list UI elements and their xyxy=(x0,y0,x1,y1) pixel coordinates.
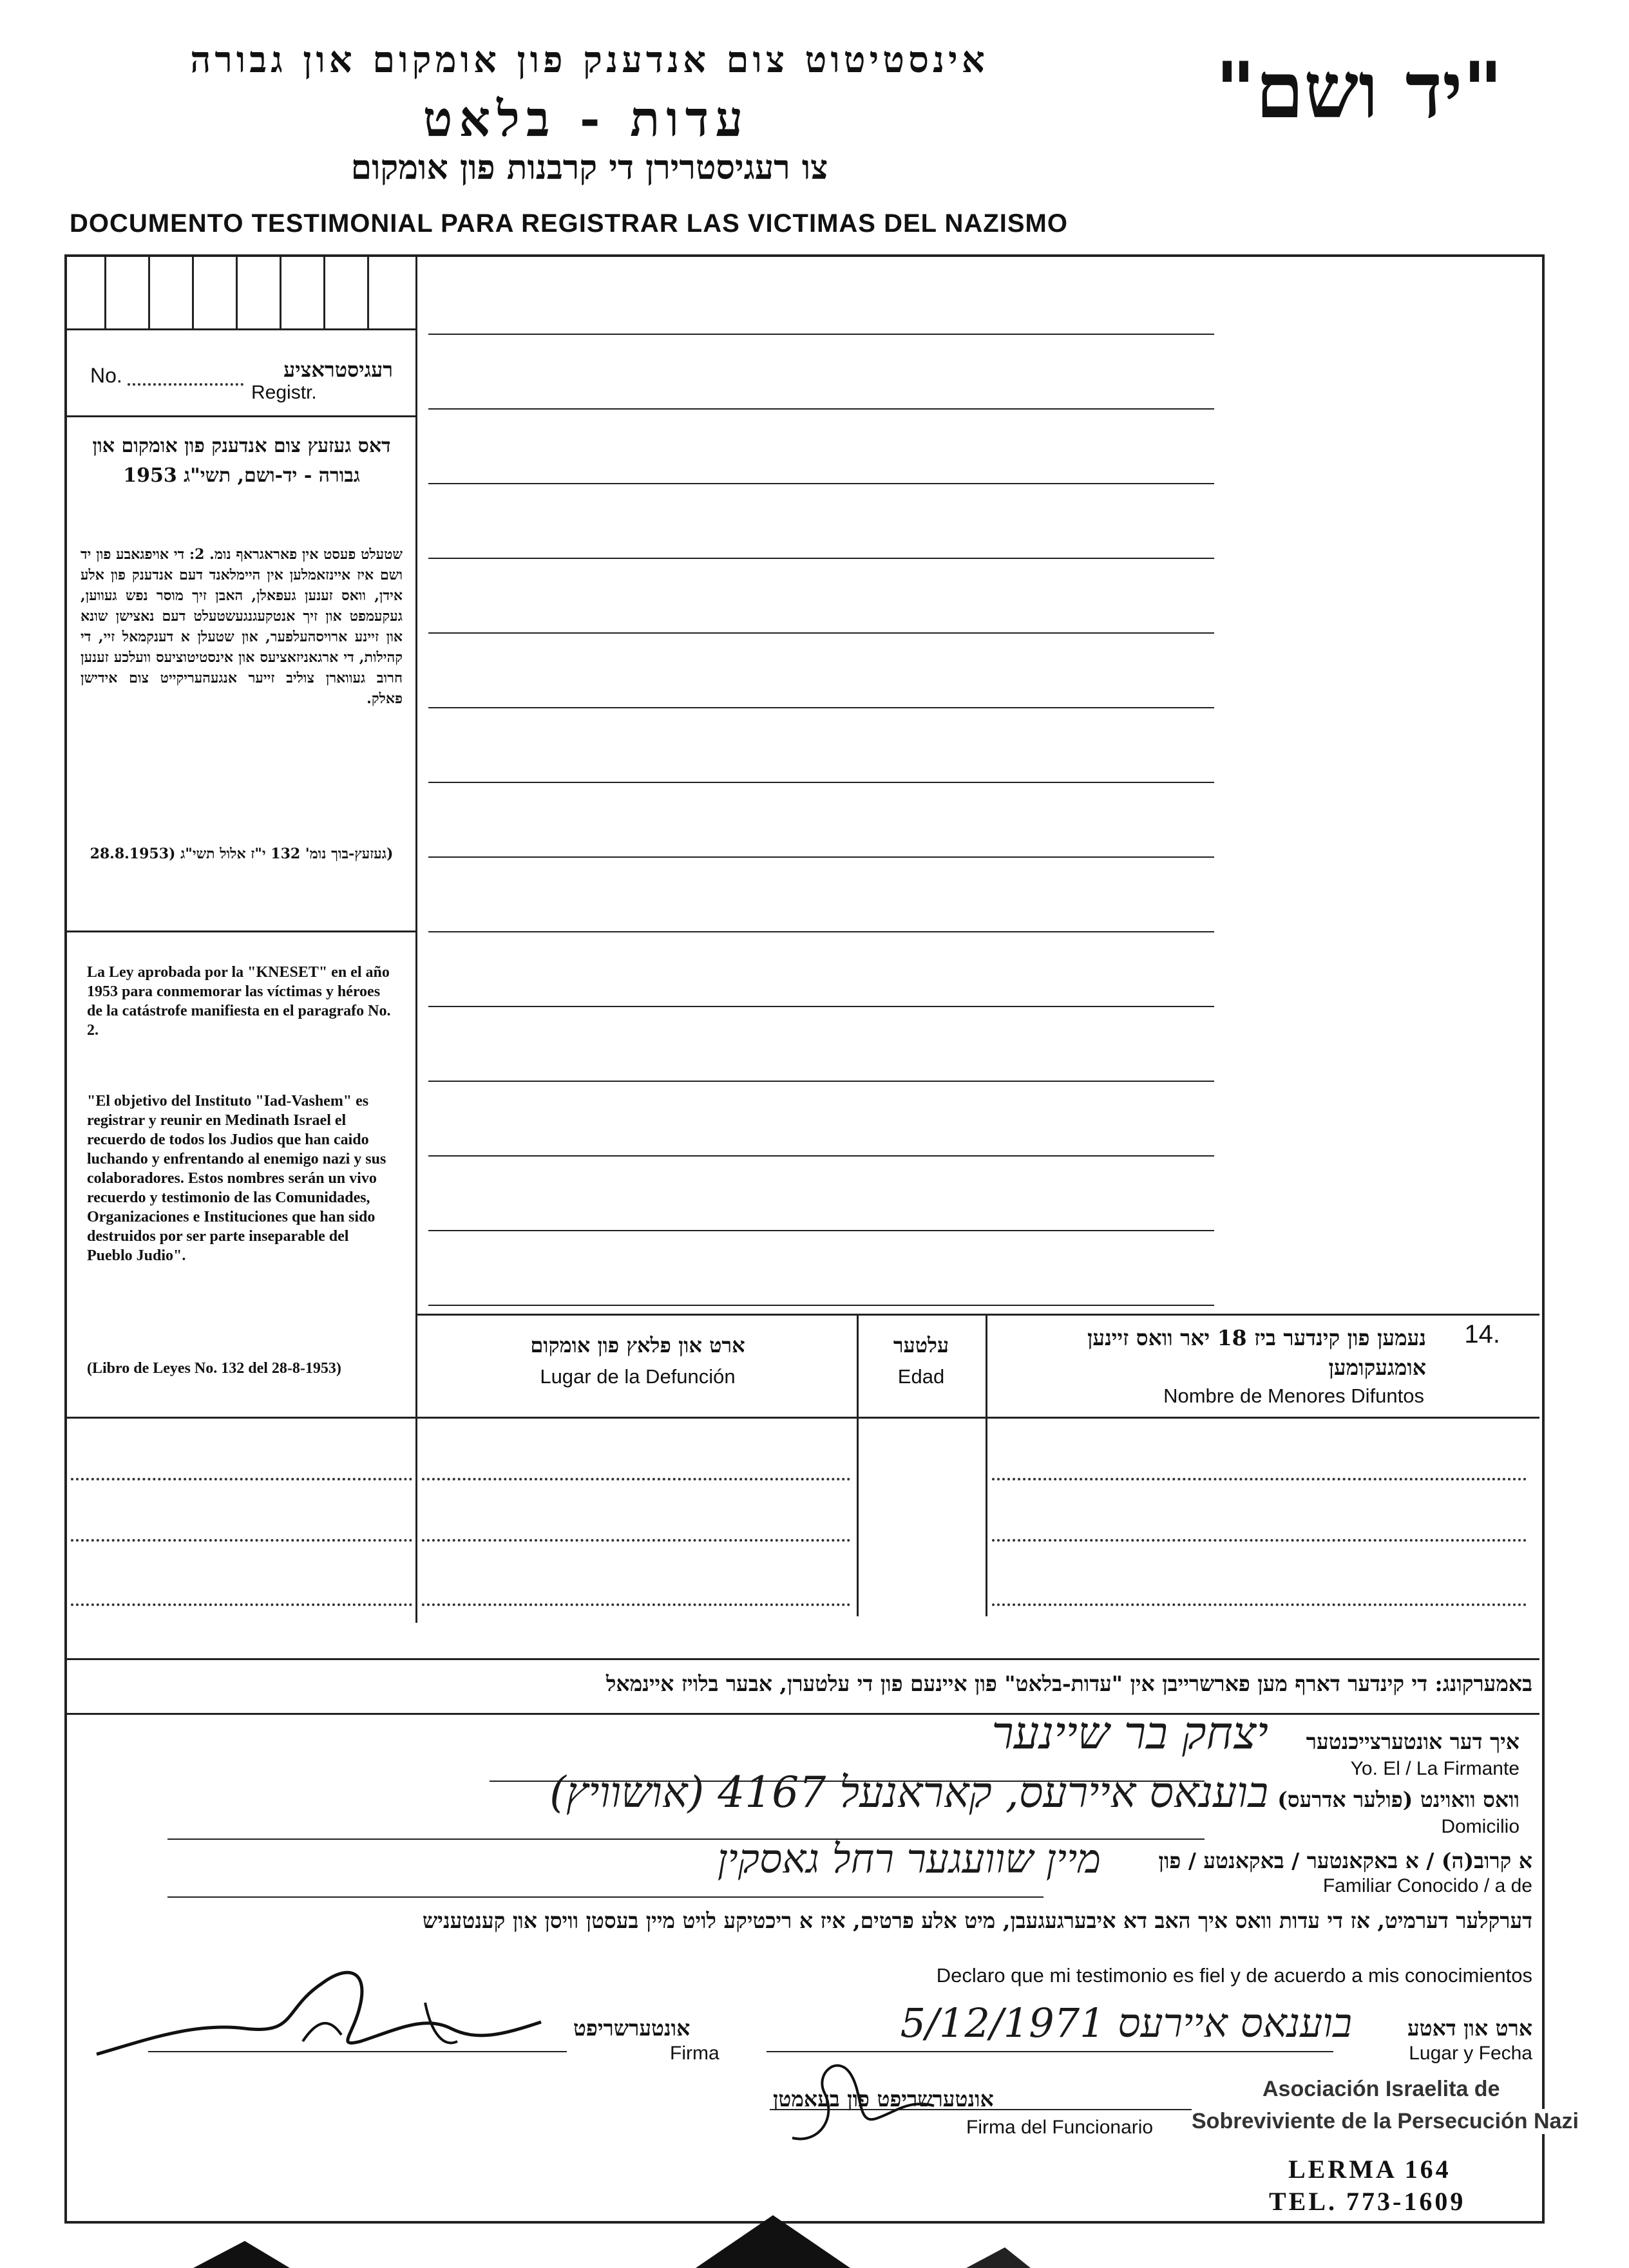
relative-value[interactable]: מיין שוועגער רחל גאסקין xyxy=(717,1835,1101,1882)
registration-no-field[interactable] xyxy=(128,383,243,386)
field-14-number: 14. xyxy=(1464,1320,1500,1348)
stamp-line-1: Asociación Israelita de xyxy=(1262,2077,1500,2101)
declaration-heb: דערקלער דערמיט, אז די עדות וואס איך האב דא איבערגעגעבן, מיט אלע פרטים, איז א ריכטיקע לויט מיין בעסטן וויסן און קענטעניש xyxy=(422,1908,1532,1933)
children-col2-heb: עלטער xyxy=(893,1333,949,1357)
relative-heb-label: א קרוב(ה) / א באקאנטער / באקאנטע / פון xyxy=(1158,1848,1532,1873)
children-col3-heb: ארט און פלאץ פון אומקום xyxy=(530,1333,745,1357)
domicile-value[interactable]: בוענאס איירעס, קאראנעל 4167 (אושוויץ) xyxy=(549,1768,1268,1817)
header-subtitle: צו רעגיסטרירן די קרבנות פון אומקום xyxy=(350,148,828,187)
remark-top-line xyxy=(64,1658,1539,1660)
field-underline xyxy=(428,856,1214,858)
table-row[interactable] xyxy=(992,1603,1527,1606)
table-row[interactable] xyxy=(992,1539,1527,1542)
signature-heb-label: אונטערשריפט xyxy=(573,2016,691,2041)
signer-sp-label: Yo. El / La Firmante xyxy=(1350,1758,1519,1779)
children-col3-sp: Lugar de la Defunción xyxy=(540,1365,736,1388)
signer-heb-label: איך דער אונטערצייכנטער xyxy=(1306,1729,1519,1754)
law-sp-2: "El objetivo del Instituto "Iad-Vashem" es registrar y reunir en Medinath Israel el recuerdo de todos los Judios que han caido luchando y enfrentando al enemigo nazi y sus colaboradores. Estos nombres serán un vivo recuerdo y testimonio de las Comunidades, Organizaciones e Instituciones que han sido destruidos por ser parte inseparable del Pueblo Judio". xyxy=(87,1093,386,1264)
field-underline xyxy=(428,558,1214,559)
signature-scribble xyxy=(90,1945,554,2074)
remark-text: באמערקונג: די קינדער דארף מען פארשרייבן אין "עדות-בלאט" פון איינעם פון די עלטערן, אבער בלויז איינמאל xyxy=(605,1671,1532,1696)
field-underline xyxy=(428,483,1214,484)
table-col-divider-1 xyxy=(986,1314,987,1616)
place-date-heb-label: ארט און דאטע xyxy=(1407,2016,1532,2041)
official-signature-scribble xyxy=(779,2041,947,2151)
table-col-divider-2 xyxy=(857,1314,859,1616)
stamp-line-3: LERMA 164 xyxy=(1288,2155,1451,2184)
declaration-sp: Declaro que mi testimonio es fiel y de acuerdo a mis conocimientos xyxy=(936,1964,1532,1987)
place-date-sp-label: Lugar y Fecha xyxy=(1409,2043,1532,2064)
table-row[interactable] xyxy=(422,1603,850,1606)
header-institute: אינסטיטוט צום אנדענק פון אומקום און גבורה xyxy=(190,39,989,81)
domicile-sp-label: Domicilio xyxy=(1441,1816,1519,1837)
table-row[interactable] xyxy=(422,1478,850,1480)
signer-name-value[interactable]: יצחק בר שיינער xyxy=(991,1706,1268,1759)
official-sp-label: Firma del Funcionario xyxy=(966,2117,1154,2138)
stamp-line-4: TEL. 773-1609 xyxy=(1269,2187,1466,2216)
law-sp-1: La Ley aprobada por la "KNESET" en el año 1953 para conmemorar las víctimas y héroes de la catástrofe manifiesta en el paragrafo No. 2. xyxy=(87,964,391,1039)
law-heb-intro: דאס געזעץ צום אנדענק פון אומקום און גבורה - יד-ושם, תשי"ג 1953 xyxy=(92,435,391,487)
left-divider-1 xyxy=(64,415,415,417)
signature-sp-label: Firma xyxy=(670,2043,719,2064)
table-row[interactable] xyxy=(71,1478,412,1480)
children-col1-heb: נעמען פון קינדער ביז 18 יאר וואס זיינען אומגעקומען xyxy=(1087,1325,1426,1380)
table-header-line xyxy=(64,1417,1539,1419)
left-divider-2 xyxy=(64,931,415,932)
field-underline xyxy=(428,1305,1214,1306)
table-row[interactable] xyxy=(422,1539,850,1542)
field-underline xyxy=(428,632,1214,634)
table-row[interactable] xyxy=(992,1478,1527,1480)
children-col2-sp: Edad xyxy=(897,1365,945,1388)
table-top-line xyxy=(415,1314,1539,1316)
field-underline xyxy=(428,408,1214,410)
law-heb-ref: (געזעץ-בוך נומ' 132 י"ז אלול תשי"ג (28.8.1953 xyxy=(90,846,394,862)
relative-line xyxy=(167,1896,1043,1898)
scan-shadow xyxy=(193,2202,1095,2268)
yad-vashem-logo: "יד ושם" xyxy=(1215,45,1503,136)
domicile-heb-label: וואס וואוינט (פולער אדרעס) xyxy=(1277,1787,1519,1812)
registration-comb xyxy=(64,256,415,330)
registration-heb-label: רעגיסטראציע xyxy=(283,357,393,382)
field-underline xyxy=(428,1006,1214,1007)
table-row[interactable] xyxy=(71,1539,412,1542)
table-row[interactable] xyxy=(71,1603,412,1606)
field-underline xyxy=(428,1081,1214,1082)
field-underline xyxy=(428,782,1214,783)
table-left-divider xyxy=(415,1417,417,1623)
law-sp-ref: (Libro de Leyes No. 132 del 28-8-1953) xyxy=(87,1360,341,1377)
spanish-title: DOCUMENTO TESTIMONIAL PARA REGISTRAR LAS VICTIMAS DEL NAZISMO xyxy=(70,209,1068,238)
field-underline xyxy=(428,931,1214,932)
official-heb-label: אונטערשריפט פון בעאמטן xyxy=(773,2086,994,2112)
law-heb-body: שטעלט פעסט אין פאראגראף נומ. 2: די אויפגאבע פון יד ושם איז איינזאמלען אין היימלאנד דעם אנדענק פון אלע אידן, וואס זענען געפאלן, האבן זיך מוסר נפש געווען, געקעמפט און זיך אנטקעגנגעשטעלט דעם נאצישן שונא און זיינע ארויסהעלפער, און שטעלן א דענקמאל זיי, די קהילות, די ארגאניזאציעס און אינסטיטוציעס וועלכע זענען חרוב געווארן צוליב זייער אנגעהעריקייט צום אידישן פאלק. xyxy=(81,546,403,707)
registration-sp-label: Registr. xyxy=(251,382,317,403)
field-underline xyxy=(428,707,1214,708)
stamp-line-2: Sobreviviente de la Persecución Nazi xyxy=(1192,2109,1579,2133)
relative-sp-label: Familiar Conocido / a de xyxy=(1322,1875,1532,1896)
field-underline xyxy=(428,334,1214,335)
children-col1-sp: Nombre de Menores Difuntos xyxy=(1163,1384,1424,1407)
place-date-value[interactable]: בוענאס איירעס 5/12/1971 xyxy=(900,1999,1352,2046)
field-underline xyxy=(428,1230,1214,1231)
remark-bottom-line xyxy=(64,1713,1539,1715)
registration-no-label: No. xyxy=(90,364,122,387)
field-underline xyxy=(428,1155,1214,1157)
header-form-title: עדות - בלאט xyxy=(423,90,750,147)
